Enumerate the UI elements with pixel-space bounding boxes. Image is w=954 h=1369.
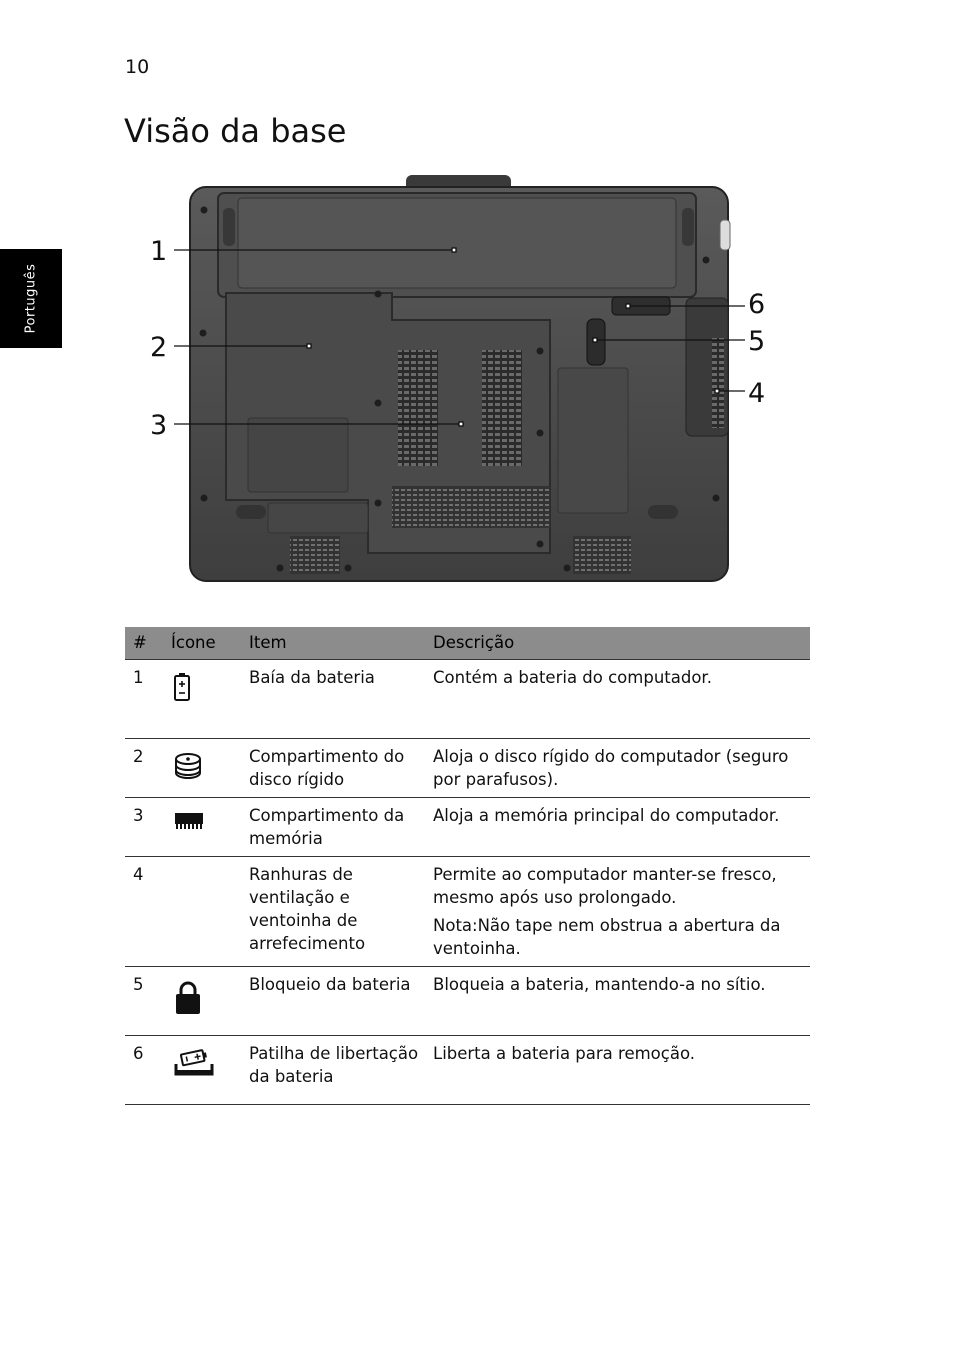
table-row [125,739,810,798]
row-icon-cell [163,857,241,967]
fan-vents [712,338,724,428]
row-number: 5 [125,967,163,1036]
row-number: 3 [125,798,163,857]
table-row [125,857,810,967]
table-header-row [125,627,810,660]
row-icon-cell [163,798,241,857]
header-icon: Ícone [163,627,241,660]
lock-icon [173,979,235,1021]
row-description: Liberta a bateria para remoção. [425,1036,810,1105]
callout-2: 2 [150,332,168,363]
row-icon-cell [163,1036,241,1105]
header-item: Item [241,627,425,660]
callout-3: 3 [150,410,168,441]
callout-1: 1 [150,236,168,267]
language-tab [0,249,62,348]
row-number: 1 [125,660,163,739]
page-number: 10 [125,56,150,78]
table-row [125,660,810,739]
row-item: Patilha de libertação da bateria [241,1036,425,1105]
callout-4: 4 [748,378,766,409]
row-item: Bloqueio da bateria [241,967,425,1036]
row-description: Aloja a memória principal do computador. [425,798,810,857]
callout-6: 6 [748,289,766,320]
note-text: Não tape nem obstrua a abertura da ventoinha. [433,916,781,958]
row-icon-cell [163,660,241,739]
row-number: 6 [125,1036,163,1105]
row-description-cell [425,857,810,967]
laptop-base-illustration [130,168,810,598]
language-tab-label: Português [23,263,39,334]
laptop-base-figure [130,168,810,598]
row-description: Aloja o disco rígido do computador (seguro por parafusos). [425,739,810,798]
table-row [125,1036,810,1105]
row-item: Compartimento do disco rígido [241,739,425,798]
memory-vents [398,350,438,466]
row-item: Baía da bateria [241,660,425,739]
row-description: Contém a bateria do computador. [425,660,810,739]
table-row [125,967,810,1036]
note-label: Nota: [433,916,478,935]
hard-disk-icon [173,751,235,787]
memory-icon [173,810,235,838]
page-title: Visão da base [124,112,347,150]
battery-icon [173,672,235,708]
row-icon-cell [163,967,241,1036]
row-number: 4 [125,857,163,967]
row-item: Ranhuras de ventilação e ventoinha de arrefecimento [241,857,425,967]
table-row [125,798,810,857]
row-number: 2 [125,739,163,798]
row-item: Compartimento da memória [241,798,425,857]
row-description: Bloqueia a bateria, mantendo-a no sítio. [425,967,810,1036]
battery-release-icon [173,1048,235,1084]
header-number: # [125,627,163,660]
row-note [433,914,804,960]
callout-5: 5 [748,326,766,357]
header-description: Descrição [425,627,810,660]
components-table [125,627,810,1105]
row-description: Permite ao computador manter-se fresco, mesmo após uso prolongado. [433,865,777,907]
row-icon-cell [163,739,241,798]
